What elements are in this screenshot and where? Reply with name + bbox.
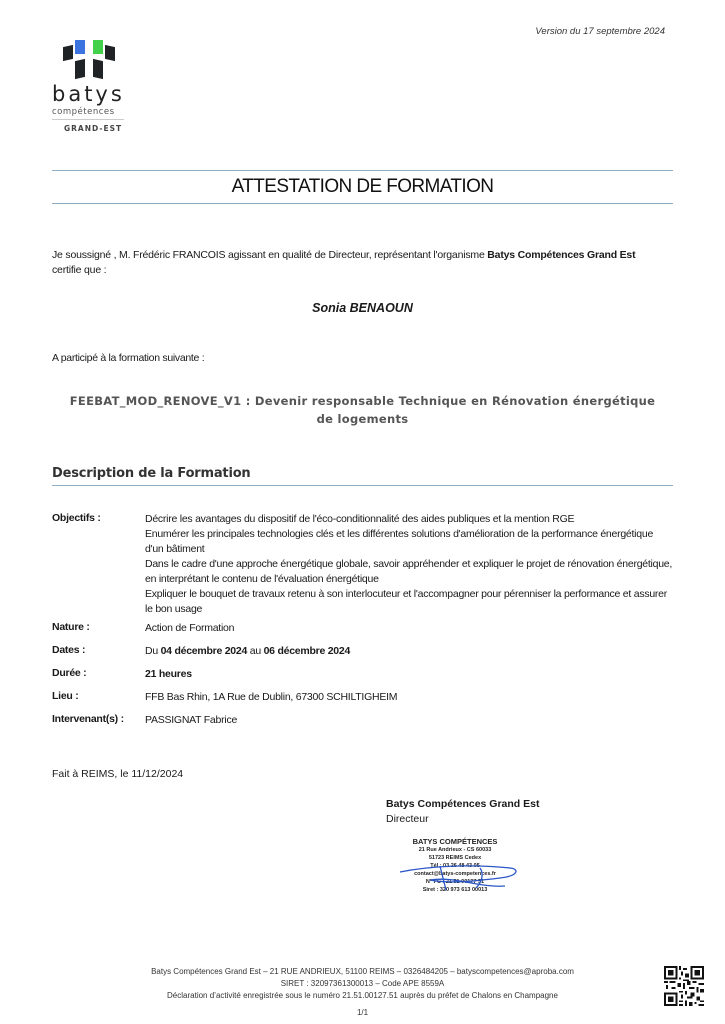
document-title: ATTESTATION DE FORMATION (231, 176, 494, 197)
place-and-date: Fait à REIMS, le 11/12/2024 (52, 768, 184, 780)
intro-text-after: certifie que : (52, 264, 107, 276)
version-date: Version du 17 septembre 2024 (535, 26, 665, 37)
title-block (52, 170, 673, 204)
footer-siret: SIRET : 32097361300013 – Code APE 8559A (280, 979, 445, 988)
participated-text: A participé à la formation suivante : (52, 352, 205, 364)
course-title-line-2: de logements (316, 412, 409, 426)
company-stamp (380, 838, 530, 900)
signer-block (386, 797, 539, 827)
training-details (52, 512, 673, 728)
signature-icon (380, 838, 530, 900)
duration-row (52, 667, 673, 682)
dates-row (52, 644, 673, 659)
nature-label: Nature : (52, 621, 90, 633)
batys-logo (52, 40, 132, 133)
objectives-label: Objectifs : (52, 512, 101, 524)
qr-code-icon (664, 966, 704, 1006)
dates-value (145, 644, 673, 659)
trainer-row (52, 713, 673, 728)
stamp-line: 21 Rue Andrieux - CS 60033 (418, 847, 492, 853)
stamp-line: BATYS COMPÉTENCES (412, 837, 498, 846)
batys-logo-icon (61, 40, 117, 80)
page-number: 1/1 (356, 1008, 369, 1017)
footer-declaration: Déclaration d’activité enregistrée sous le numéro 21.51.00127.51 auprès du préfet de Chalons en Champagne (167, 991, 558, 1000)
nature-row (52, 621, 673, 636)
stamp-line: 51723 REIMS Cedex (428, 855, 482, 861)
course-title-line-1: FEEBAT_MOD_RENOVE_V1 : Devenir responsable Technique en Rénovation énergétique (69, 394, 656, 408)
certification-statement (52, 248, 673, 278)
location-row (52, 690, 673, 705)
stamp-line: contact@batys-competences.fr (414, 871, 496, 877)
objective-item: Enumérer les principales technologies clés et les différentes solutions d'amélioration de la performance énergétique d'un bâtiment (145, 528, 654, 555)
objectives-row (52, 512, 673, 617)
objective-item: Expliquer le bouquet de travaux retenu à son interlocuteur et l'accompagner pour pérenniser la performance et assurer le bon usage (145, 588, 667, 615)
stamp-line: Siret : 320 973 613 00013 (422, 887, 488, 893)
course-title (52, 392, 673, 428)
logo-region: GRAND-EST (64, 124, 123, 133)
stamp-line: N° FC : 21 51 00127 51 (425, 879, 485, 885)
footer (0, 966, 725, 1002)
section-title: Description de la Formation (52, 466, 251, 481)
nature-value: Action de Formation (145, 622, 235, 634)
dates-prefix: Du (145, 645, 161, 657)
logo-name: batys (52, 82, 125, 106)
organization-name: Batys Compétences Grand Est (487, 249, 636, 261)
dates-label: Dates : (52, 644, 86, 656)
signer-role: Directeur (386, 813, 429, 825)
footer-address: Batys Compétences Grand Est – 21 RUE ANDRIEUX, 51100 REIMS – 0326484205 – batyscompetences@aproba.com (151, 967, 574, 976)
trainer-value: PASSIGNAT Fabrice (145, 714, 238, 726)
trainee-name: Sonia BENAOUN (312, 301, 413, 315)
duration-value: 21 heures (145, 668, 192, 680)
duration-label: Durée : (52, 667, 87, 679)
location-label: Lieu : (52, 690, 79, 702)
start-date: 04 décembre 2024 (160, 645, 248, 657)
logo-divider (52, 119, 124, 120)
signer-organization: Batys Compétences Grand Est (386, 798, 540, 810)
location-value: FFB Bas Rhin, 1A Rue de Dublin, 67300 SCHILTIGHEIM (145, 691, 398, 703)
logo-subtitle: compétences (52, 107, 115, 117)
trainer-label: Intervenant(s) : (52, 713, 124, 725)
objective-item: Décrire les avantages du dispositif de l'éco-conditionnalité des aides publiques et la mention RGE (145, 513, 575, 525)
stamp-line: Tél : 03 26 48 43 05 (430, 863, 480, 869)
end-date: 06 décembre 2024 (263, 645, 351, 657)
objectives-list (145, 512, 673, 617)
dates-separator: au (247, 645, 264, 657)
objective-item: Dans le cadre d'une approche énergétique globale, savoir appréhender et expliquer le projet de rénovation énergétique, en interprétant le contenu de l'évaluation énergétique (145, 558, 673, 585)
intro-text-before: Je soussigné , M. Frédéric FRANCOIS agissant en qualité de Directeur, représentant l'organisme (52, 249, 488, 261)
section-header (52, 466, 673, 486)
